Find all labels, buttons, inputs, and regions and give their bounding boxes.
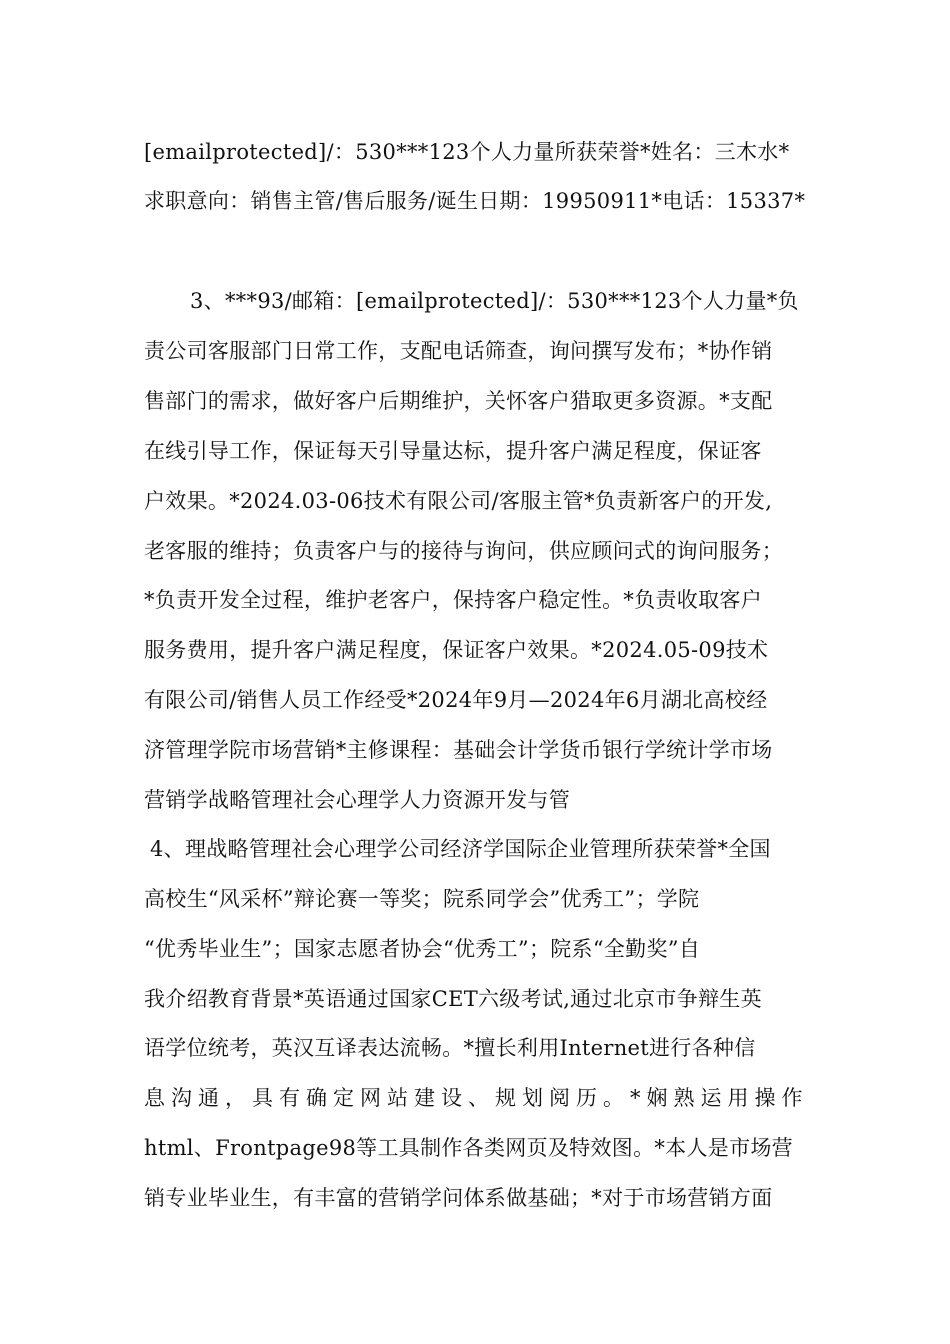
text-line: 高校生“风采杯”辩论赛一等奖；院系同学会”优秀工”；学院 xyxy=(144,887,700,911)
text-line: 济管理学院市场营销*主修课程：基础会计学货币银行学统计学市场 xyxy=(144,738,773,762)
text-line: 销专业毕业生，有丰富的营销学问体系做基础；*对于市场营销方面 xyxy=(144,1186,773,1210)
text-line: “优秀毕业生”；国家志愿者协会“优秀工”；院系“全勤奖”自 xyxy=(144,937,701,961)
text-line: 息沟通，具有确定网站建设、规划阅历。*娴熟运用操作 xyxy=(144,1086,809,1110)
text-line: *负责开发全过程，维护老客户，保持客户稳定性。*负责收取客户 xyxy=(144,588,762,612)
paragraph-3-first-line: 3、***93/邮箱：[emailprotected]/：530***123个人力量*负 xyxy=(190,289,799,313)
text-line: 营销学战略管理社会心理学人力资源开发与管 xyxy=(144,788,570,812)
text-line: [emailprotected]/：530***123个人力量所获荣誉*姓名：三木水* xyxy=(144,140,790,164)
text-line: 售部门的需求，做好客户后期维护，关怀客户猎取更多资源。*支配 xyxy=(144,389,773,413)
text-line: 我介绍教育背景*英语通过国家CET六级考试,通过北京市争辩生英 xyxy=(144,987,762,1011)
paragraph-4-first-line: 4、理战略管理社会心理学公司经济学国际企业管理所获荣誉*全国 xyxy=(150,837,771,861)
text-line: 语学位统考，英汉互译表达流畅。*擅长利用Internet进行各种信 xyxy=(144,1036,756,1060)
text-line: 在线引导工作，保证每天引导量达标，提升客户满足程度，保证客 xyxy=(144,439,762,463)
text-line: 责公司客服部门日常工作，支配电话筛查，询问撰写发布；*协作销 xyxy=(144,339,773,363)
text-line: html、Frontpage98等工具制作各类网页及特效图。*本人是市场营 xyxy=(144,1136,793,1160)
text-line: 有限公司/销售人员工作经受*2024年9月—2024年6月湖北高校经 xyxy=(144,688,768,712)
text-line: 户效果。*2024.03-06技术有限公司/客服主管*负责新客户的开发, xyxy=(144,489,773,513)
text-line: 服务费用，提升客户满足程度，保证客户效果。*2024.05-09技术 xyxy=(144,638,769,662)
text-line: 老客服的维持；负责客户与的接待与询问，供应顾问式的询问服务； xyxy=(144,539,783,563)
text-line: 求职意向：销售主管/售后服务/诞生日期：19950911*电话：15337* xyxy=(144,189,806,213)
